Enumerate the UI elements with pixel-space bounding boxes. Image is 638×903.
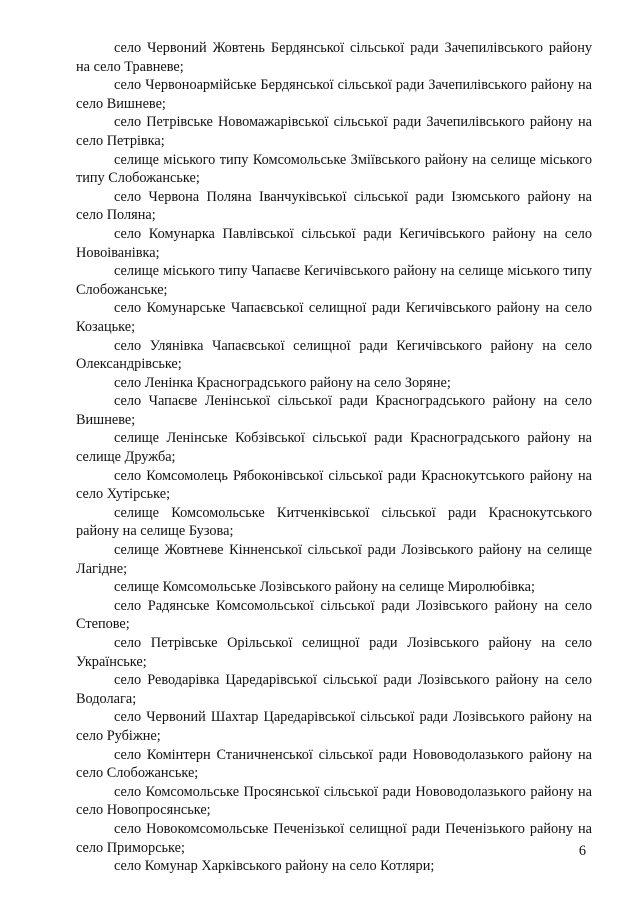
list-item: село Комсомолець Рябоконівської сільської ради Краснокутського району на село Хутірське; xyxy=(76,467,592,503)
list-item: селище Ленінське Кобзівської сільської ради Красноградського району на селище Дружба; xyxy=(76,430,592,466)
list-item: село Комінтерн Станичненської сільської ради Нововодолазького району на село Слобожанське; xyxy=(76,746,592,782)
list-item: селище міського типу Комсомольське Зміївського району на селище міського типу Слобожанське; xyxy=(76,151,592,187)
list-item: село Ленінка Красноградського району на село Зоряне; xyxy=(114,374,451,391)
list-item: село Комунарка Павлівської сільської ради Кегичівського району на село Новоіванівка; xyxy=(76,225,592,261)
list-item: село Петрівське Новомажарівської сільської ради Зачепилівського району на село Петрівка; xyxy=(76,114,592,149)
list-item: село Новокомсомольське Печенізької селищної ради Печенізького району на село Приморське; xyxy=(76,820,592,856)
list-item: селище Комсомольське Китченківської сільської ради Краснокутського району на селище Бузова; xyxy=(76,504,592,540)
list-item: село Улянівка Чапаєвської селищної ради Кегичівського району на село Олександрівське; xyxy=(76,337,592,373)
list-item: село Червоний Шахтар Царедарівської сільської ради Лозівського району на село Рубіжне; xyxy=(76,709,592,744)
list-item: село Червоний Жовтень Бердянської сільської ради Зачепилівського району на село Травневе; xyxy=(76,40,592,75)
list-item: селище міського типу Чапаєве Кегичівського району на селище міського типу Слобожанське; xyxy=(76,263,592,298)
list-item: село Червона Поляна Іванчуківської сільської ради Ізюмського району на село Поляна; xyxy=(76,188,592,224)
list-item: селище Жовтневе Кінненської сільської ради Лозівського району на селище Лагідне; xyxy=(76,542,592,577)
list-item: селище Комсомольське Лозівського району на селище Миролюбівка; xyxy=(114,579,535,596)
document-body xyxy=(76,39,592,876)
list-item: село Комунар Харківського району на село Котляри; xyxy=(114,858,435,875)
list-item: село Реводарівка Царедарівської сільської ради Лозівського району на село Водолага; xyxy=(76,672,592,707)
list-item: село Комунарське Чапаєвської селищної ради Кегичівського району на село Козацьке; xyxy=(76,300,592,335)
list-item: село Радянське Комсомольської сільської ради Лозівського району на село Степове; xyxy=(76,597,592,633)
list-item: село Чапаєве Ленінської сільської ради Красноградського району на село Вишневе; xyxy=(76,393,592,428)
page-number: 6 xyxy=(578,843,586,859)
list-item: село Комсомольське Просянської сільської ради Нововодолазького району на село Новопросянське; xyxy=(76,783,592,819)
list-item: село Червоноармійське Бердянської сільської ради Зачепилівського району на село Вишневе; xyxy=(76,77,592,112)
list-item: село Петрівське Орільської селищної ради Лозівського району на село Українське; xyxy=(76,635,592,670)
